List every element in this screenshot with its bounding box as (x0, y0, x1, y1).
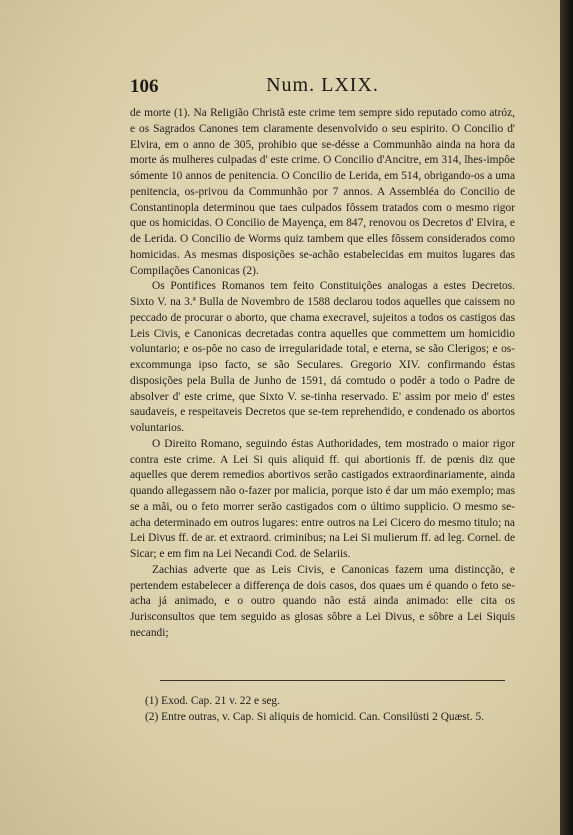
page-header (130, 76, 515, 102)
page-edge-shadow (560, 0, 573, 835)
body-text (130, 106, 515, 642)
footnote-divider (160, 680, 505, 681)
footnotes (145, 694, 515, 725)
footnote: (1) Exod. Cap. 21 v. 22 e seg. (145, 695, 280, 707)
footnote: (2) Entre outras, v. Cap. Si aliquis de homicid. Can. Consilüsti 2 Quæst. 5. (145, 710, 485, 723)
paragraph: de morte (1). Na Religião Christã este crime tem sempre sido reputado como atróz, e os Sagrados Canones tem claramente desenvolvido o seu espirito. O Concilio d' Elvira, em o anno de 305, prohibio que se-désse a Communhão ainda na hora da morte ás mulheres culpadas d' este crime. O Concilio d'Ancitre, em 314, lhes-impôe sómente 10 annos de penitencia. O Concilio de Lerida, em 514, obrigando-os a uma penitencia, os-privou da Communhão por 7 annos. A Assembléa do Concilio de Constantinopla determinou que taes culpados fôssem tratados com o mesmo rigor que os homicidas. O Concilio de Mayença, em 847, renovou os Decretos d' Elvira, e de Lerida. O Concilio de Worms quiz tambem que elles fôssem considerados como homicidas. As mesmas disposições se-achão estabelecidas em muitos lugares das Compilações Canonicas (2). (130, 107, 515, 277)
page-title: Num. LXIX. (266, 74, 379, 96)
paragraph: Zachias adverte que as Leis Civis, e Canonicas fazem uma distincção, e pertendem estabelecer a differença de dois casos, dos quaes um é quando o feto se-acha já animado, e o outro quando não está ainda animado: elle cita os Jurisconsultos que tem seguido as glosas sôbre a Lei Divus, e sôbre a Lei Siquis necandi; (130, 563, 515, 639)
paragraph: Os Pontifices Romanos tem feito Constituições analogas a estes Decretos. Sixto V. na 3.ª Bulla de Novembro de 1588 declarou todos aquelles que caissem no peccado de procurar o aborto, que chama execravel, sujeitos a todos os castigos das Leis Civis, e Canonicas decretadas contra aquelles que commettem um homicidio voluntario; e os-pôe no caso de irregularidade total, e eterna, se são Clerigos; e os-excommunga ipso facto, se são Seculares. Gregorio XIV. confirmando éstas disposições pela Bulla de Junho de 1591, dá comtudo o podêr a todo o Padre de absolver d' este crime, que Sixto V. se-tinha reservado. E' assim por meio d' estes saudaveis, e respeitaveis Decretos que se-tem reprehendido, e condenado os abortos voluntarios. (130, 280, 515, 434)
page-number: 106 (130, 76, 159, 97)
paragraph: O Direito Romano, seguindo éstas Authoridades, tem mostrado o maior rigor contra este crime. A Lei Si quis aliquid ff. qui abortionis ff. de pœnis diz que aquelles que derem remedios abortivos serão castigados extraordinariamente, ainda quando allegassem não o-fazer por malicia, porque isto é dar um máo exemplo; mas se a mãi, ou o feto morrer serão castigados com o último supplicio. O mesmo se-acha determinado em outros lugares: entre outros na Lei Cicero do mesmo titulo; na Lei Divus ff. de ar. et extraord. criminibus; na Lei Si mulierum ff. ad leg. Cornel. de Sicar; e em fim na Lei Necandi Cod. de Selariis. (130, 437, 515, 560)
